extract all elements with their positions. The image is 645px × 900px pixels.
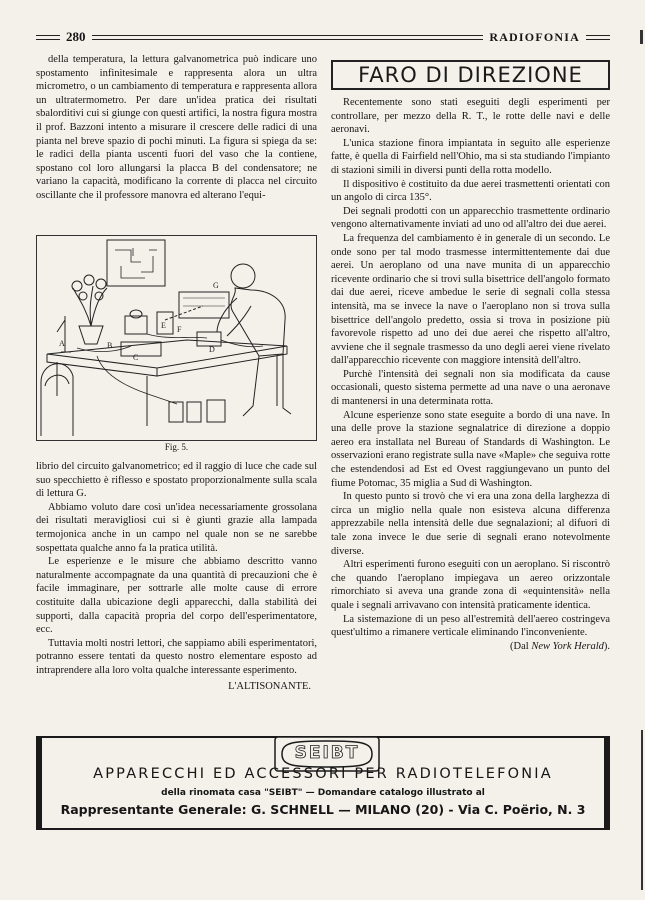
- professor-head: [231, 264, 255, 288]
- header-rule-right: [586, 35, 610, 40]
- article-paragraph: della temperatura, la lettura galvanometrica può indicare uno spostamento infinitesimale e rappresenta alora un ultra micrometro, o un cambiamento di temperatura e rappresenta allora un ultratermometro. Per dare un'idea pratica dei risultati sbalorditivi cui si giunge con questi artifici, la nostra figura mostra il prof. Bazzoni intento a misurare il crescere delle radici di una pianta nel breve spazio di pochi minuti. La figura si spiega da se: le radici della pianta uscenti fuori del vaso che la contiene, spostano col loro allungarsi la placca B del condensatore; ne variano la capacità, modificano la corrente di placca nel circuito oscillante che il professore manovra ed alterano l'equi-: [36, 54, 317, 201]
- experiment-drawing: [37, 236, 317, 441]
- plant-pot: [79, 326, 103, 344]
- figure-label: F: [177, 325, 182, 334]
- battery-box: [197, 332, 221, 346]
- article-paragraph: Alcune esperienze sono state eseguite a bordo di una nave. In una delle prove la stazione segnalatrice di direzione a doppio aereo era installata nel Bureau of Standards di Washington. Le osservazioni erano registrate sulla nave «Maple» che seguiva rotte che estendendosi ad Est ed Ovest raggiungevano un punto del fiume Potomac, 35 miglia a Sud di Washington.: [331, 409, 610, 489]
- logo-text: SEIBT: [294, 743, 360, 763]
- credit-suffix: ).: [603, 640, 610, 652]
- ad-representative: Rappresentante Generale: G. SCHNELL — MILANO (20) - Via C. Poërio, N. 3: [60, 802, 586, 817]
- left-column-top: [36, 53, 317, 203]
- figure-label: B: [107, 341, 113, 350]
- credit-prefix: (Dal: [510, 640, 532, 652]
- article-paragraph: Tuttavia molti nostri lettori, che sappiamo abili esperimentatori, potranno essere tentati da questo nostro elementare esposto ad intraprendere alla loro volta qualche interessante esperimento.: [36, 637, 317, 676]
- article-paragraph: La frequenza del cambiamento è in generale di un secondo. Le onde sono per tal modo trasmesse intermittentemente dai due aerei. Un aeroplano od una nave munita di un apparecchio ricevente ordinario che si trovi sulla bisettrice dell'angolo formato dai due aerei, riceve ambedue le serie di segnali colla stessa intensità, ma se invece la nave o l'aeroplano non si trova sulla bisettrice dell'angolo predetto, ossia si trova in posizione più favorevole rispetto ad uno dei due aerei che rispetto all'altro, avviene che il segnale trasmesso da uno degli aerei viene rivelato dall'apparecchio ricevente con maggiore intensità dell'altro.: [331, 232, 610, 367]
- left-column-bottom: [36, 460, 317, 693]
- header-rule-left: [36, 35, 60, 40]
- scan-edge-mark: [640, 30, 643, 44]
- experiment-illustration: [36, 235, 317, 441]
- article-paragraph: Le esperienze e le misure che abbiamo descritto vanno naturalmente accompagnate da una quantità di precauzioni che è facile immaginare, per sottrarle alle molte cause di errore costituite dalla ubicazione degli apparecchi, dalla stabilità dei supporti, dalla capacità propria del corpo dell'esperimentatore, ecc.: [36, 556, 317, 636]
- ad-headline: APPARECCHI ED ACCESSORI PER RADIOTELEFONIA: [93, 766, 553, 782]
- running-header: [36, 30, 610, 44]
- article-paragraph: Recentemente sono stati eseguiti degli esperimenti per controllare, per mezzo della R. T., le rotte delle navi e delle aeronavi.: [331, 97, 610, 136]
- figure-label: G: [213, 281, 219, 290]
- figure-label: C: [133, 353, 139, 362]
- article-paragraph: La sistemazione di un peso all'estremità dell'aereo costringeva quest'ultimo a rimanere verticale eliminando l'inconveniente.: [331, 613, 610, 639]
- right-column: [331, 96, 610, 653]
- figure-label: A: [59, 339, 65, 348]
- article-paragraph: In questo punto si trovò che vi era una zona della larghezza di circa un miglio nella quale non esisteva alcuna differenza apprezzabile nella intensità delle due segnalazioni; al difuori di tale zona invece le due serie di segnali erano notevolmente diverse.: [331, 491, 610, 557]
- figure-label: D: [209, 345, 215, 354]
- figure-caption: Fig. 5.: [164, 442, 189, 452]
- article-title: FARO DI DIREZIONE: [331, 60, 610, 90]
- article-paragraph: Dei segnali prodotti con un apparecchio trasmettente ordinario vengono alternativamente inviati ad uno od all'altro dei due aerei.: [331, 205, 610, 231]
- article-paragraph: Altri esperimenti furono eseguiti con un aeroplano. Si riscontrò che quando l'aeroplano impiegava un aereo orizzontale rimorchiato si aveva una grande zona di «equintensità» nella quale i segnali arrivavano con intensità praticamente identica.: [331, 559, 610, 611]
- author-signature: L'ALTISONANTE.: [228, 680, 311, 692]
- ad-subline: della rinomata casa "SEIBT" — Domandare catalogo illustrato al: [161, 788, 485, 798]
- scan-edge-mark: [641, 730, 643, 890]
- article-paragraph: L'unica stazione finora impiantata in seguito alle esperienze fatte, è quella di Fairfield nell'Ohio, ma si sta studiando l'impianto di stazioni simili in diversi punti della rotta modello.: [331, 137, 610, 176]
- advertisement-box: [36, 736, 610, 830]
- galvanometer-scale: [179, 292, 229, 318]
- article-paragraph: librio del circuito galvanometrico; ed il raggio di luce che cade sul suo specchietto è riflesso e spostato proporzionalmente sulla scala di lettura G.: [36, 461, 317, 500]
- figure-label: E: [161, 321, 166, 330]
- source-credit: [331, 640, 610, 654]
- circuit-chart: [107, 240, 165, 286]
- article-paragraph: Abbiamo voluto dare così un'idea necessariamente grossolana dei risultati meravigliosi cui si è giunti grazie alla lampada termojonica anche in un campo nel quale non se ne sarebbe sospettata qualche anno fa la pratica utilità.: [36, 501, 317, 554]
- header-rule-middle: [92, 35, 484, 40]
- professor-legs: [243, 354, 291, 416]
- credit-source: New York Herald: [531, 640, 604, 652]
- article-paragraph: Il dispositivo è costituito da due aerei trasmettenti orientati con un angolo di circa 135°.: [331, 178, 610, 204]
- valve-apparatus: [125, 316, 147, 334]
- table-top: [47, 340, 287, 368]
- article-paragraph: Purchè l'intensità dei segnali non sia modificata da cause occasionali, questo sistema permette ad una nave o una aeronave di mantenersi in una determinata rotta.: [331, 368, 610, 408]
- running-title: RADIOFONIA: [489, 29, 580, 44]
- page-number: 280: [66, 29, 86, 44]
